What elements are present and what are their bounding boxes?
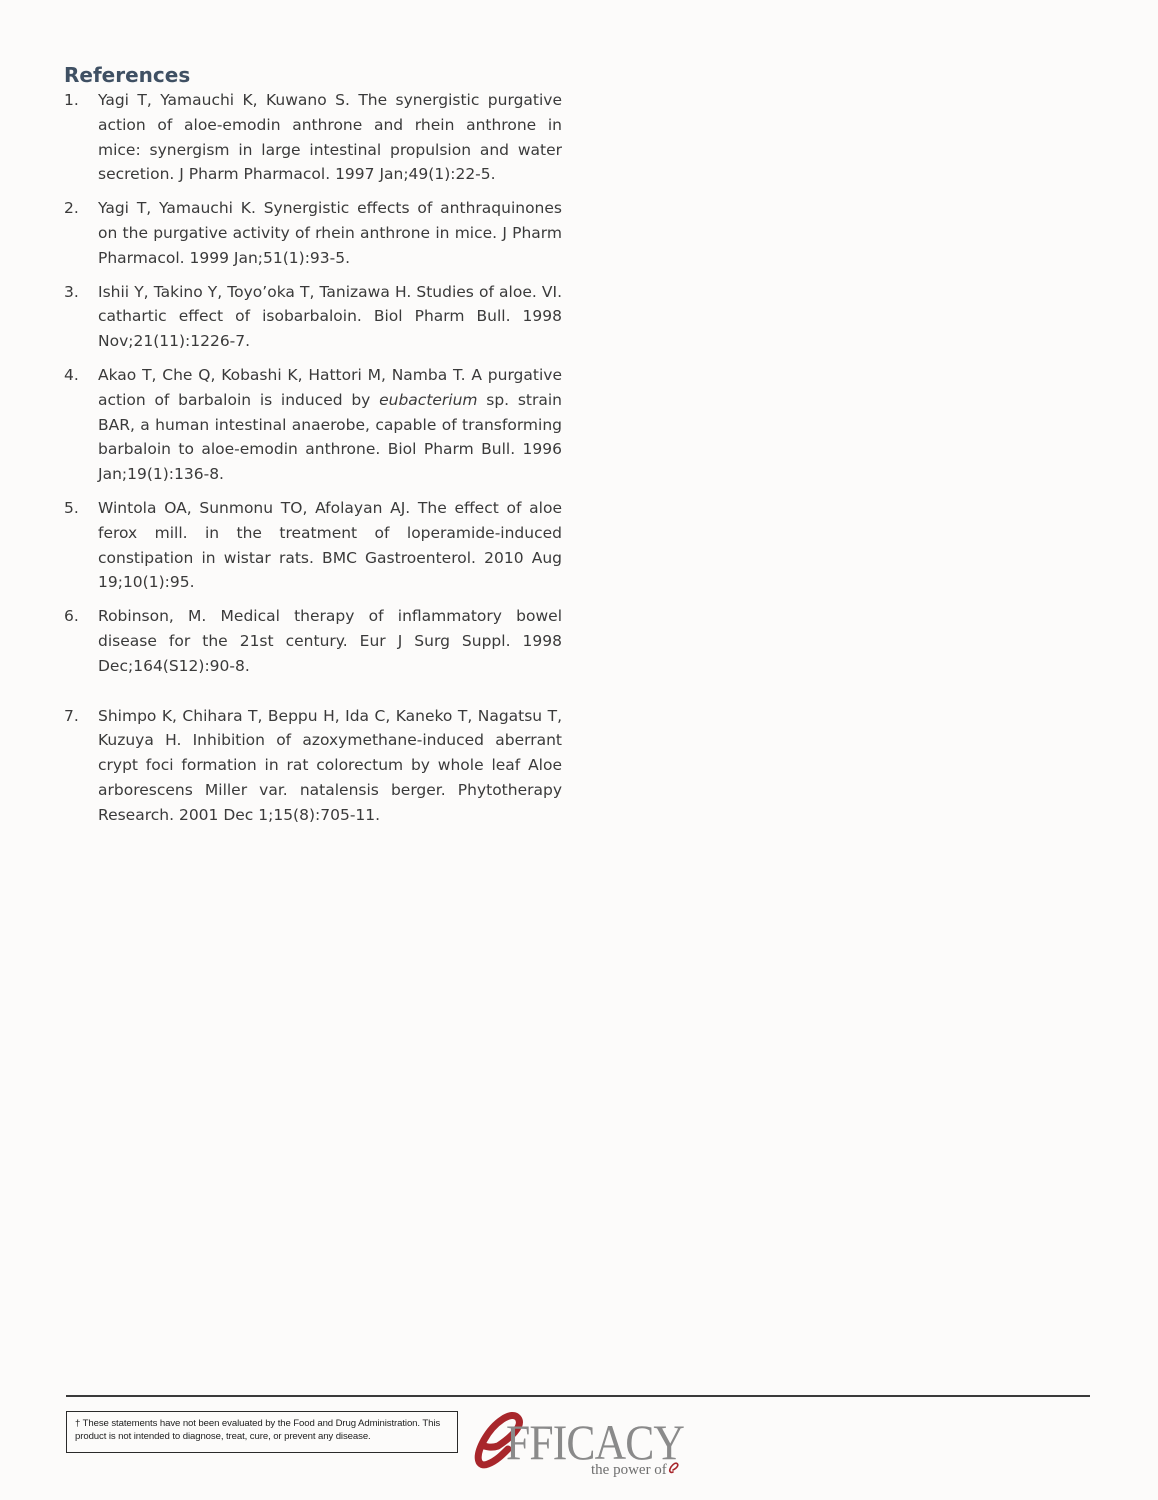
efficacy-logo-graphic [472, 1400, 687, 1485]
reference-text: Wintola OA, Sunmonu TO, Afolayan AJ. The effect of aloe ferox mill. in the treatment of loperamide-induced constipation in wistar rats. BMC Gastroenterol. 2010 Aug 19;10(1):95. [98, 498, 562, 592]
reference-number: 4. [64, 365, 79, 384]
reference-number: 1. [64, 91, 79, 109]
reference-number: 2. [64, 199, 79, 218]
reference-number: 7. [64, 706, 79, 725]
logo-tagline: the power of [591, 1462, 667, 1478]
reference-item [64, 196, 562, 270]
fda-disclaimer-box [66, 1411, 458, 1453]
reference-text-part: Akao T, Che Q, Kobashi K, Hattori M, Namba T. A purgative action of barbaloin is induced by [98, 365, 562, 409]
reference-item [64, 496, 562, 595]
reference-text [98, 363, 562, 487]
reference-text: Robinson, M. Medical therapy of inflammatory bowel disease for the 21st century. Eur J Surg Suppl. 1998 Dec;164(S12):90-8. [98, 607, 562, 675]
reference-text: Ishii Y, Takino Y, Toyo’oka T, Tanizawa H. Studies of aloe. VI. cathartic effect of isobarbaloin. Biol Pharm Bull. 1998 Nov;21(11):1226-7. [98, 282, 562, 351]
reference-text: Yagi T, Yamauchi K, Kuwano S. The synergistic purgative action of aloe-emodin anthrone and rhein anthrone in mice: synergism in large intestinal propulsion and water secretion. J Pharm Pharmacol. 1997 Jan;49(1):22-5. [98, 91, 562, 184]
reference-list [64, 88, 562, 837]
footer-divider [66, 1395, 1090, 1397]
reference-item [64, 280, 562, 354]
reference-text: Shimpo K, Chihara T, Beppu H, Ida C, Kaneko T, Nagatsu T, Kuzuya H. Inhibition of azoxymethane-induced aberrant crypt foci formation in rat colorectum by whole leaf Aloe arborescens Miller var. natalensis berger. Phytotherapy Research. 2001 Dec 1;15(8):705-11. [98, 706, 562, 824]
efficacy-logo [472, 1400, 687, 1485]
reference-item [64, 88, 562, 187]
fda-disclaimer-text: † These statements have not been evaluated by the Food and Drug Administration. This product is not intended to diagnose, treat, cure, or prevent any disease. [75, 1418, 441, 1442]
logo-wordmark: FFICACY [506, 1414, 684, 1470]
reference-number: 3. [64, 282, 79, 301]
reference-text-part: sp. strain BAR, a human intestinal anaerobe, capable of transforming barbaloin to aloe-emodin anthrone. Biol Pharm Bull. 1996 Jan;19(1):136-8. [98, 390, 562, 484]
reference-number: 6. [64, 607, 79, 626]
species-name-italic: eubacterium [379, 390, 478, 409]
reference-number: 5. [64, 498, 79, 517]
reference-item [64, 363, 562, 487]
reference-item [64, 704, 562, 828]
reference-text: Yagi T, Yamauchi K. Synergistic effects of anthraquinones on the purgative activity of rhein anthrone in mice. J Pharm Pharmacol. 1999 Jan;51(1):93-5. [98, 199, 562, 267]
reference-item [64, 604, 562, 678]
references-heading: References [64, 63, 191, 87]
